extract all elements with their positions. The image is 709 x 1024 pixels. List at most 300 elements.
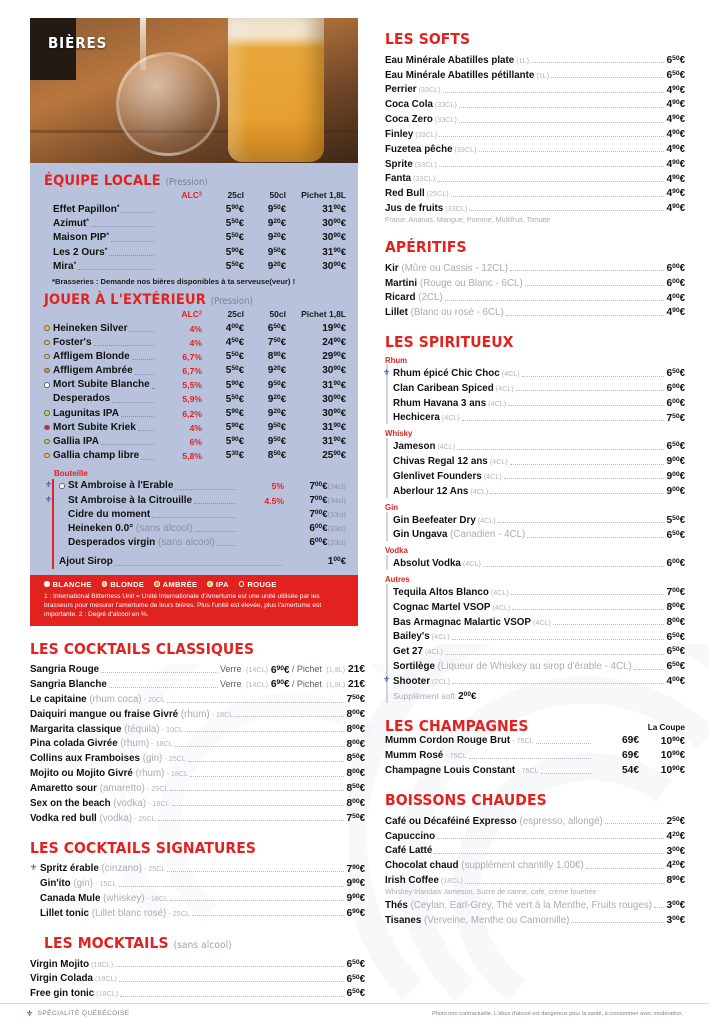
list-item (385, 290, 685, 305)
item-price-verre: $6^{90}€$ (270, 679, 290, 691)
list-item (385, 872, 685, 887)
dot-leader (192, 915, 345, 916)
dot-leader (510, 464, 665, 465)
list-item (385, 52, 685, 67)
item-name: Jameson (393, 441, 436, 453)
item-name: St Ambroise à la Citrouille (68, 494, 193, 506)
item-price-50cl: $9^{20}€$ (267, 393, 286, 405)
table-row (45, 479, 346, 493)
dot-leader (158, 820, 345, 821)
item-volume: (4CL) (489, 457, 508, 467)
section-heading-cocktails-signatures: LES COCKTAILS SIGNATURES (30, 838, 256, 857)
dot-leader (439, 166, 665, 167)
item-price-25cl: $4^{00}€$ (225, 322, 244, 334)
item-price: $6^{00}€$ (666, 262, 685, 274)
list-item (393, 584, 685, 599)
item-volume: (33CL) (413, 174, 436, 184)
dot-leader (170, 900, 344, 901)
item-name: Ajout Sirop (59, 556, 113, 568)
item-volume: - 18CL (166, 769, 189, 779)
dot-leader (439, 136, 664, 137)
item-name: Hechicera (393, 412, 440, 424)
dot-leader (132, 359, 154, 360)
item-name: Collins aux Framboises (30, 753, 140, 765)
item-volume: (4CL) (424, 647, 443, 657)
item-price-coupe: $10^{90}€$ (660, 750, 685, 762)
item-desc: (Mûre ou Cassis - 12CL) (398, 262, 509, 274)
col-25cl: 25cl (227, 190, 244, 200)
item-desc: (2CL) (415, 292, 443, 304)
dot-leader (109, 255, 154, 256)
bouteille-rows (45, 479, 346, 550)
list-item (393, 468, 685, 483)
item-price-pichet: $30^{90}€$ (322, 365, 346, 377)
item-price-bouteille: 54€ (622, 765, 639, 777)
list-item (385, 156, 685, 171)
softs-juice-note: Fraise, Ananas, Mangue, Pomme, Multifruit, Tomate (385, 214, 551, 224)
item-name: Clan Caribean Spiced (393, 382, 494, 394)
dot-leader (522, 376, 665, 377)
dot-leader (462, 420, 665, 421)
item-price-25cl: $5^{90}€$ (225, 246, 244, 258)
list-item (40, 905, 365, 920)
equipe-locale-title: ÉQUIPE LOCALE (44, 173, 161, 189)
item-name: Effet Papillon* (53, 203, 120, 215)
item-volume: (33CL) (418, 85, 441, 95)
dot-leader (443, 92, 665, 93)
list-item (30, 691, 365, 706)
list-item (385, 171, 685, 186)
list-item (385, 111, 685, 126)
dot-leader (115, 565, 282, 566)
list-item (30, 721, 365, 736)
item-price-25cl: $4^{50}€$ (225, 336, 244, 348)
hero-beer-glass (228, 18, 324, 162)
beer-color-bullet (44, 393, 53, 405)
section-heading-aperitifs: APÉRITIFS (385, 237, 467, 256)
list-item (30, 736, 365, 751)
item-name: Thés (385, 899, 408, 911)
beer-color-bullet (44, 323, 53, 335)
item-price: $8^{00}€$ (666, 616, 685, 628)
spiritueux-group-items (386, 438, 685, 497)
table-row (44, 216, 346, 230)
item-price: $4^{90}€$ (666, 143, 685, 155)
item-volume: (25CL) (426, 189, 449, 199)
mocktails-rows (30, 956, 365, 1000)
beer-color-bullet (59, 537, 68, 549)
item-price: $9^{00}€$ (666, 485, 685, 497)
list-item (30, 780, 365, 795)
item-volume: (4CL) (441, 413, 460, 423)
item-volume: - 75CL (445, 751, 467, 761)
item-price: $7^{50}€$ (346, 694, 365, 706)
dot-leader (553, 624, 665, 625)
supplement-soft-row (393, 688, 685, 703)
section-heading-boissons-chaudes: BOISSONS CHAUDES (385, 791, 547, 810)
item-name: Desperados virgin (sans alcool) (68, 537, 215, 549)
item-alc: 5% (271, 481, 284, 492)
item-price-50cl: $9^{20}€$ (267, 232, 286, 244)
item-price: $6^{50}€$ (666, 368, 685, 379)
item-volume: (33CL) (454, 144, 477, 154)
exterieur-title: JOUER À L'EXTÉRIEUR (44, 291, 207, 308)
item-volume: - 18CL (147, 798, 170, 808)
list-item (385, 733, 685, 748)
item-name: Mumm Cordon Rouge Brut (385, 735, 511, 747)
item-price: $7^{00}€(34cl)$ (309, 480, 346, 492)
list-item (393, 453, 685, 468)
item-desc: (Ceylan, Earl-Grey, Thé vert à la Menthe, Fruits rouges) (407, 899, 652, 911)
dot-leader (605, 823, 665, 824)
item-volume: (4CL) (532, 617, 551, 627)
table-row (44, 420, 346, 434)
item-price-25cl: $5^{50}€$ (225, 232, 244, 244)
dot-leader (551, 77, 664, 78)
item-alc: 6% (189, 437, 202, 447)
item-price: $8^{00}€$ (666, 601, 685, 613)
item-name: Café Latté (385, 845, 433, 857)
legend-text: 1 : International Bitterness Unit = Unité Internationale d'Amertume est une unité utilisée par les brasseurs pour mesurer l'amertume de leurs bières. Plus l'unité est élevée, plus l'amertume est importante. 2 : Degré d'alcool en %. (44, 592, 322, 618)
item-price: $7^{00}€(33cl)$ (309, 508, 346, 520)
item-price-pichet: $30^{90}€$ (322, 393, 346, 405)
item-name: Affligem Ambrée (53, 365, 133, 377)
item-alc: 5,8% (182, 451, 202, 462)
list-item (383, 673, 685, 688)
item-price: $4^{90}€$ (666, 188, 685, 200)
item-note: Whiskey Irlandais Jameson, Sucre de canne, café, crème fouettée (385, 887, 597, 897)
col-50cl: 50cl (269, 308, 286, 319)
dot-leader (195, 531, 236, 532)
item-price: $3^{00}€$ (666, 845, 685, 857)
aperitifs-rows (385, 260, 685, 319)
list-item (30, 750, 365, 765)
item-desc: (Lillet blanc rosé) (89, 907, 167, 919)
spiritueux-group-label: Gin (385, 502, 398, 512)
col-50cl: 50cl (269, 190, 286, 200)
item-price-25cl: $5^{50}€$ (225, 393, 244, 405)
item-name: Free gin tonic (30, 988, 95, 1000)
list-item (30, 662, 365, 677)
item-name: Tequila Altos Blanco (393, 586, 489, 598)
list-item (385, 747, 685, 762)
item-volume: (4CL) (431, 632, 450, 642)
item-volume: - 25CL (168, 908, 190, 918)
item-price-bouteille: 69€ (622, 750, 639, 762)
spiritueux-group-label: Rhum (385, 356, 408, 366)
item-name: Get 27 (393, 646, 423, 658)
spiritueux-group-label: Vodka (385, 546, 408, 556)
table-row (44, 349, 346, 363)
dot-leader (101, 672, 218, 673)
mocktails-subtitle: (sans alcool) (173, 939, 232, 951)
beer-color-bullet (59, 480, 68, 492)
item-desc: (supplément chantilly 1.00€) (458, 860, 584, 872)
item-name: Amaretto sour (30, 782, 97, 794)
table-row (59, 535, 346, 549)
dot-leader (525, 285, 665, 286)
legend-item-blonde (102, 580, 144, 589)
maple-leaf-icon: ⚜ (26, 1009, 34, 1018)
dot-leader (115, 966, 344, 967)
item-price: $6^{50}€$ (666, 54, 685, 66)
item-price: $6^{50}€$ (346, 958, 365, 970)
legend-item-ipa (207, 580, 229, 589)
table-row (44, 335, 346, 349)
list-item (30, 676, 365, 691)
dot-leader (119, 886, 345, 887)
beer-color-bullet (59, 495, 68, 507)
dot-leader (434, 853, 664, 854)
legend-label: ROUGE (247, 579, 277, 589)
item-price-25cl: $5^{30}€$ (225, 450, 244, 462)
item-price: $6^{50}€$ (666, 661, 685, 672)
item-price-pichet: $31^{90}€$ (322, 379, 346, 391)
table-row (44, 259, 346, 273)
item-name: Perrier (385, 84, 417, 96)
item-price: $4^{90}€$ (666, 173, 685, 185)
item-volume: - 75CL (517, 766, 539, 776)
item-price-25cl: $5^{90}€$ (225, 421, 244, 433)
dot-leader (459, 107, 665, 108)
item-price-50cl: $9^{50}€$ (267, 203, 286, 215)
item-volume: - 25CL (146, 783, 169, 793)
dot-leader (437, 181, 664, 182)
item-price: $6^{90}€$ (346, 907, 365, 919)
beer-color-bullet (44, 408, 53, 420)
list-item (393, 512, 685, 527)
legend-label: AMBRÉE (162, 579, 198, 589)
dot-leader (531, 62, 664, 63)
section-heading-cocktails-classiques: LES COCKTAILS CLASSIQUES (30, 639, 255, 658)
list-item (393, 643, 685, 658)
item-price-pichet: $29^{90}€$ (322, 350, 346, 362)
item-price: $6^{50}€$ (666, 631, 685, 643)
dot-leader (457, 449, 664, 450)
item-name: Ricard (385, 292, 416, 304)
item-price-25cl: $5^{50}€$ (225, 260, 244, 272)
item-price: $6^{00}€$ (666, 382, 685, 394)
item-serving-1: Verre (14CL) (219, 679, 268, 690)
item-name: Shooter (393, 675, 431, 687)
item-price: $9^{00}€$ (666, 470, 685, 482)
item-price: $8^{00}€$ (346, 708, 365, 720)
dot-leader (445, 300, 665, 301)
item-price-pichet: $24^{90}€$ (322, 336, 346, 348)
item-name: Heineken 0.0° (sans alcool) (68, 522, 193, 534)
beer-color-bullet (44, 450, 53, 462)
list-item (393, 380, 685, 395)
item-name: Mira* (53, 260, 77, 272)
item-name: Gallia IPA (53, 436, 99, 447)
maple-leaf-icon: ⚜ (45, 480, 53, 490)
beer-color-bullet (44, 422, 53, 434)
item-price-pichet: 21€ (345, 664, 365, 676)
spiritueux-group-items (386, 555, 685, 570)
spiritueux-group-label: Whisky (385, 429, 413, 439)
table-row (44, 406, 346, 420)
item-name: Irish Coffee (385, 875, 439, 887)
item-price: $9^{90}€$ (346, 878, 365, 890)
legend-item-blanche (44, 580, 92, 589)
item-name: Lillet (385, 307, 408, 319)
item-name: Margarita classique (30, 723, 122, 735)
item-desc: (Blanc ou rosé - 6CL) (407, 307, 504, 319)
item-price: $7^{90}€$ (346, 863, 365, 875)
maple-leaf-icon: ⚜ (30, 862, 38, 872)
item-price-50cl: $9^{50}€$ (267, 246, 286, 258)
item-alc: 4% (189, 337, 202, 348)
footer-legal: Photo non contractuelle. L'abus d'alcool est dangereux pour la santé, à consommer avec modération. (432, 1010, 683, 1017)
col-alc: ALC$^2$ (181, 308, 202, 319)
cocktails-signatures-rows (30, 861, 365, 920)
item-price-50cl: $9^{50}€$ (267, 436, 286, 447)
item-price: $8^{00}€$ (346, 768, 365, 780)
list-item (30, 985, 365, 1000)
dot-leader (586, 868, 665, 869)
item-price: $6^{00}€$ (666, 558, 685, 570)
item-price: $8^{00}€$ (346, 723, 365, 735)
item-price: $4^{90}€$ (666, 114, 685, 126)
item-name: Pina colada Givrée (30, 738, 118, 750)
legend-item-ambrée (154, 580, 197, 589)
item-desc: (rhum) (117, 738, 150, 750)
section-heading-exterieur (44, 292, 346, 308)
list-item (385, 200, 685, 215)
dot-leader (167, 871, 344, 872)
item-price: $6^{50}€$ (666, 646, 685, 658)
dot-leader (217, 545, 236, 546)
dot-leader (94, 345, 154, 346)
item-name: Heineken Silver (53, 322, 128, 334)
section-heading-spiritueux: LES SPIRITUEUX (385, 333, 514, 352)
item-serving-1: Verre (14CL) (219, 664, 268, 675)
beer-color-bullet (44, 337, 53, 349)
item-name: Virgin Colada (30, 973, 93, 985)
list-item (393, 527, 685, 542)
list-item (40, 875, 365, 890)
col-pichet: Pichet 1,8L (301, 308, 346, 319)
footer-speciality (26, 1009, 130, 1018)
item-name: Eau Minérale Abatilles plate (385, 54, 515, 66)
item-name: Fuzetea pêche (385, 143, 453, 155)
spiritueux-group-items (386, 512, 685, 542)
item-name: Cidre du moment (68, 508, 151, 520)
item-volume: (33CL) (445, 203, 468, 213)
dot-leader (512, 609, 664, 610)
item-desc: (Rouge ou Blanc - 6CL) (417, 277, 523, 289)
item-price: $4^{00}€$ (666, 292, 685, 304)
item-name: Bas Armagnac Malartic VSOP (393, 616, 531, 628)
item-name: Kir (385, 262, 399, 274)
item-name: Gin'ito (40, 878, 71, 890)
item-price: $3^{00}€$ (666, 914, 685, 926)
legend-item-rouge (239, 580, 277, 589)
dot-leader (138, 430, 154, 431)
item-name: Fanta (385, 173, 412, 185)
item-volume: (33CL) (414, 159, 437, 169)
table-row (59, 507, 346, 521)
dot-leader (452, 683, 664, 684)
item-name: Tisanes (385, 914, 422, 926)
item-desc: (rhum coca) (86, 694, 142, 706)
dot-leader (101, 444, 154, 445)
item-price: $8^{00}€$ (346, 797, 365, 809)
beer-color-bullet (44, 351, 53, 363)
list-item (385, 260, 685, 275)
column-headers-exterieur (44, 309, 346, 319)
item-price: $4^{90}€$ (666, 202, 685, 214)
item-price-50cl: $8^{50}€$ (267, 450, 286, 462)
list-item (30, 971, 365, 986)
dot-leader (78, 269, 154, 270)
list-item (385, 912, 685, 927)
list-item (393, 555, 685, 570)
item-name: Maison PIP* (53, 232, 109, 244)
item-volume: (4CL) (501, 369, 520, 378)
item-price: $6^{50}€$ (346, 988, 365, 1000)
dot-leader (510, 270, 664, 271)
spiritueux-group-items (383, 584, 685, 688)
list-item (385, 857, 685, 872)
item-name: Chivas Regal 12 ans (393, 456, 488, 468)
item-name: Canada Mule (40, 892, 101, 904)
item-price: $2^{50}€$ (666, 815, 685, 827)
dot-leader (112, 402, 154, 403)
item-name: Virgin Mojito (30, 958, 90, 970)
item-volume: (4CL) (490, 587, 509, 597)
list-item (30, 956, 365, 971)
item-price: $8^{50}€$ (346, 782, 365, 794)
list-item (393, 410, 685, 425)
list-item (385, 126, 685, 141)
item-price: $4^{90}€$ (666, 128, 685, 140)
item-desc: (vodka) (96, 812, 133, 824)
list-item (393, 438, 685, 453)
dot-leader (445, 654, 665, 655)
item-desc: (vodka) (110, 797, 146, 809)
item-volume: - 25CL (134, 813, 156, 823)
section-heading-softs: LES SOFTS (385, 30, 471, 48)
exterieur-subtitle: (Pression) (210, 295, 253, 307)
coupe-column-label: La Coupe (647, 722, 685, 732)
table-row (44, 230, 346, 244)
item-name: Affligem Blonde (53, 350, 130, 362)
maple-leaf-icon: ⚜ (383, 675, 391, 685)
item-volume: - 25CL (164, 754, 186, 764)
bouteille-label: Bouteille (54, 468, 88, 478)
item-price: $4^{00}€$ (666, 675, 685, 687)
item-volume: - 10CL (161, 724, 184, 734)
item-volume: (1L) (516, 55, 530, 65)
list-item (385, 67, 685, 82)
item-alc: 5,9% (182, 394, 202, 405)
item-volume: (4CL) (470, 486, 489, 496)
item-price-50cl: $9^{20}€$ (267, 365, 286, 377)
item-price-50cl: $9^{50}€$ (267, 379, 286, 391)
beer-color-bullet (59, 509, 68, 521)
item-price: $5^{50}€$ (666, 514, 685, 526)
maple-leaf-icon: ⚜ (45, 494, 53, 504)
item-alc: 6,7% (182, 366, 202, 377)
equipe-locale-rows (44, 202, 346, 273)
dot-leader (167, 702, 344, 703)
item-name: Mort Subite Blanche (53, 379, 150, 391)
list-item (30, 706, 365, 721)
item-name: Finley (385, 128, 414, 140)
beer-color-bullet (44, 379, 53, 391)
boissons-chaudes-rows (385, 813, 685, 927)
